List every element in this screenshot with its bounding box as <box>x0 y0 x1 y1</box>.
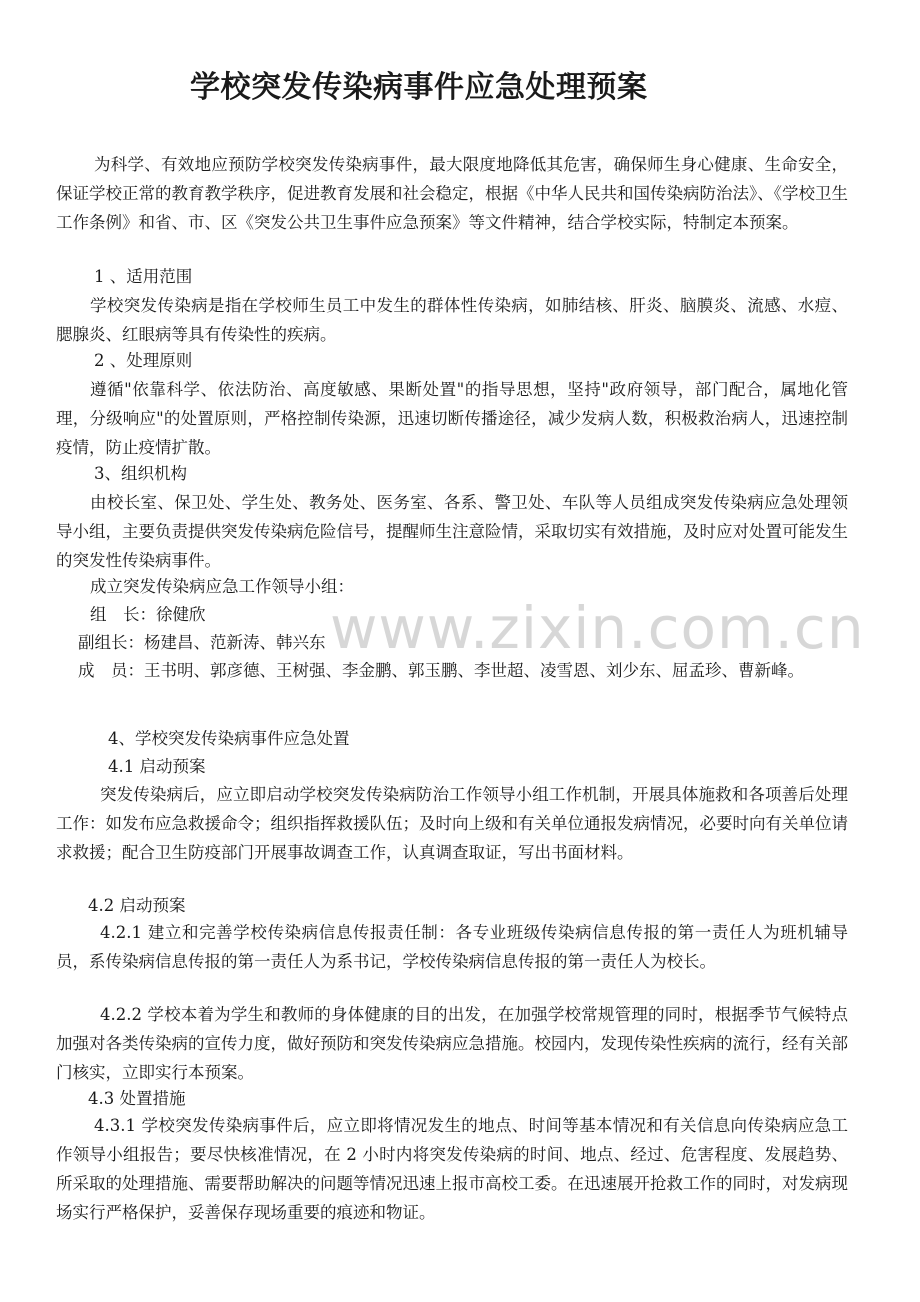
document-title: 学校突发传染病事件应急处理预案 <box>190 70 648 105</box>
group-leader-line: 组 长：徐健欣 <box>90 605 206 624</box>
intro-paragraph: 为科学、有效地应预防学校突发传染病事件，最大限度地降低其危害，确保师生身心健康、生命安全，保证学校正常的教育教学秩序，促进教育发展和社会稳定，根据《中华人民共和国传染病防治法》、《学校卫生工作条例》和省、市、区《突发公共卫生事件应急预案》等文件精神，结合学校实际，特制定本预案。 <box>56 155 848 232</box>
group-deputy-line: 副组长：杨建昌、范新涛、韩兴东 <box>78 633 326 652</box>
section-3-heading: 3、组织机构 <box>94 464 187 483</box>
section-4-2-2-text: 4.2.2 学校本着为学生和教师的身体健康的目的出发，在加强学校常规管理的同时，根据季节气候特点加强对各类传染病的宣传力度，做好预防和突发传染病应急措施。校园内，发现传染性疾病的流行，经有关部门核实，立即实行本预案。 <box>56 1005 848 1082</box>
group-members-line: 成 员：王书明、郭彦德、王树强、李金鹏、郭玉鹏、李世超、凌雪恩、刘少东、屈孟珍、曹新峰。 <box>78 661 804 680</box>
section-4-3-1-text: 4.3.1 学校突发传染病事件后，应立即将情况发生的地点、时间等基本情况和有关信息向传染病应急工作领导小组报告；要尽快核准情况，在 2 小时内将突发传染病的时间、地点、经过、危害程度、发展趋势、所采取的处理措施、需要帮助解决的问题等情况迅速上报市高校工委。在迅速展开抢救工作的同时，对发病现场实行严格保护，妥善保存现场重要的痕迹和物证。 <box>56 1116 848 1222</box>
section-1-text: 学校突发传染病是指在学校师生员工中发生的群体性传染病，如肺结核、肝炎、脑膜炎、流感、水痘、腮腺炎、红眼病等具有传染性的疾病。 <box>56 296 848 344</box>
section-4-2-heading: 4.2 启动预案 <box>88 896 186 915</box>
section-2-text: 遵循"依靠科学、依法防治、高度敏感、果断处置"的指导思想，坚持"政府领导，部门配合，属地化管理，分级响应"的处置原则，严格控制传染源，迅速切断传播途径，减少发病人数，积极救治病人，迅速控制疫情，防止疫情扩散。 <box>56 380 848 457</box>
section-4-1-text: 突发传染病后，应立即启动学校突发传染病防治工作领导小组工作机制，开展具体施救和各项善后处理工作：如发布应急救援命令；组织指挥救援队伍；及时向上级和有关单位通报发病情况，必要时向有关单位请求救援；配合卫生防疫部门开展事故调查工作，认真调查取证，写出书面材料。 <box>56 785 848 862</box>
section-3-text: 由校长室、保卫处、学生处、教务处、医务室、各系、警卫处、车队等人员组成突发传染病应急处理领导小组，主要负责提供突发传染病危险信号，提醒师生注意险情，采取切实有效措施，及时应对处置可能发生的突发性传染病事件。 <box>56 493 848 570</box>
section-1-heading: 1 、适用范围 <box>94 267 193 286</box>
section-4-1-heading: 4.1 启动预案 <box>108 757 206 776</box>
section-4-3-heading: 4.3 处置措施 <box>88 1089 186 1108</box>
watermark-text: www.zixin.com.cn <box>330 594 865 662</box>
group-intro-line: 成立突发传染病应急工作领导小组： <box>90 577 354 596</box>
section-4-heading: 4、学校突发传染病事件应急处置 <box>108 729 350 748</box>
section-2-heading: 2 、处理原则 <box>94 351 193 370</box>
section-4-2-1-text: 4.2.1 建立和完善学校传染病信息传报责任制：各专业班级传染病信息传报的第一责任人为班机辅导员，系传染病信息传报的第一责任人为系书记，学校传染病信息传报的第一责任人为校长。 <box>56 923 848 971</box>
